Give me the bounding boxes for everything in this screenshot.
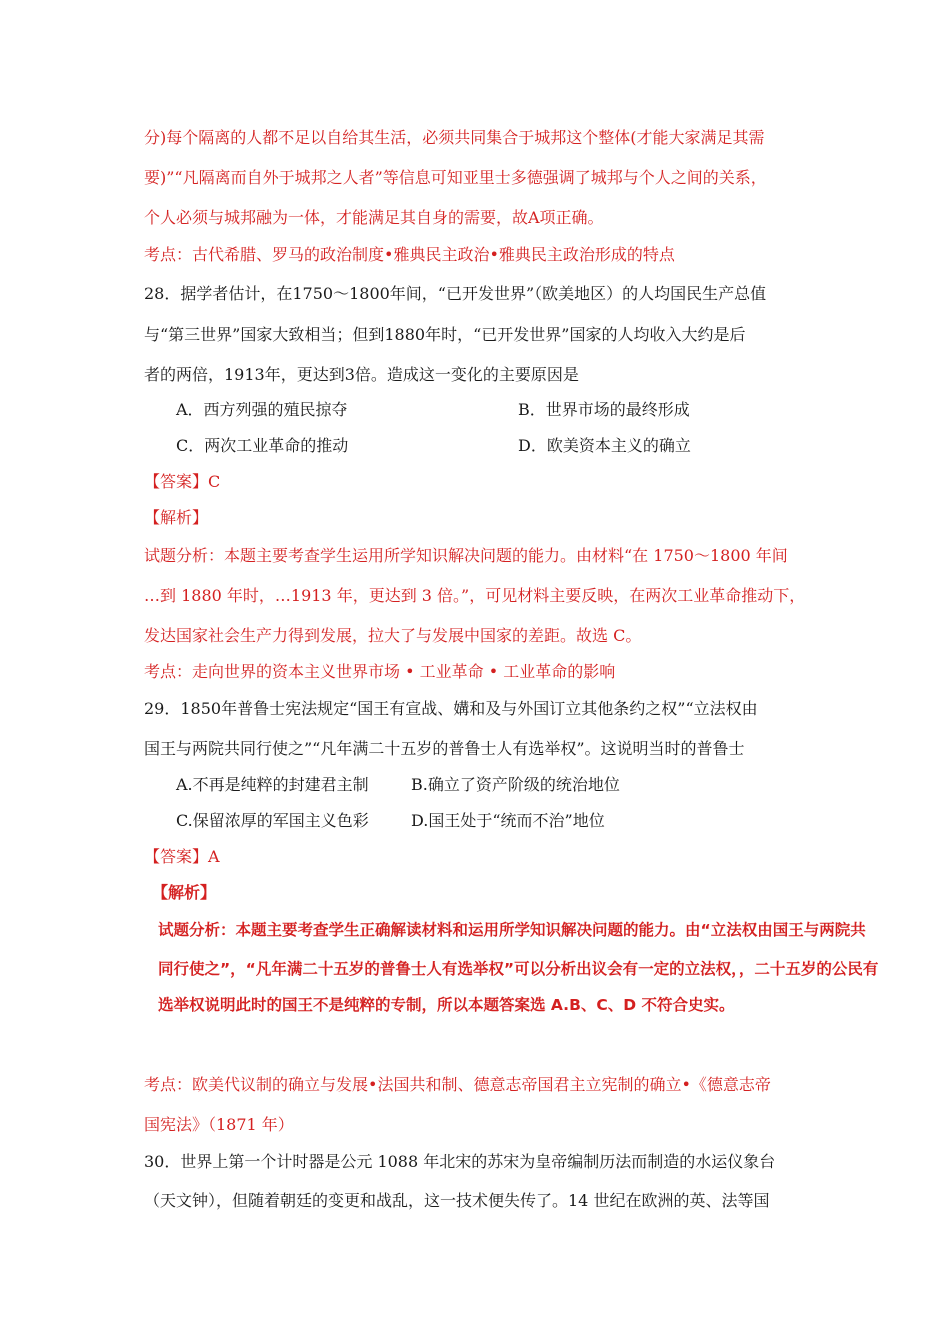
kaodian-line: 国宪法》（1871 年）	[144, 1115, 294, 1134]
kaodian-line: 考点：走向世界的资本主义世界市场 • 工业革命 • 工业革命的影响	[144, 662, 616, 681]
question-30-stem: 30．世界上第一个计时器是公元 1088 年北宋的苏宋为皇帝编制历法而制造的水运仪象台	[144, 1152, 776, 1171]
analysis-line: 发达国家社会生产力得到发展，拉大了与发展中国家的差距。故选 C。	[144, 626, 642, 645]
option-b: B．世界市场的最终形成	[518, 400, 690, 419]
option-d: D．欧美资本主义的确立	[518, 436, 691, 455]
option-a: A．西方列强的殖民掠夺	[176, 400, 348, 419]
kaodian-line: 考点：欧美代议制的确立与发展•法国共和制、德意志帝国君主立宪制的确立•《德意志帝	[144, 1075, 771, 1094]
question-29-stem: 国王与两院共同行使之”“凡年满二十五岁的普鲁士人有选举权”。这说明当时的普鲁士	[144, 739, 745, 758]
answer-tag: 【答案】	[144, 847, 209, 866]
analysis-line: 选举权说明此时的国王不是纯粹的专制，所以本题答案选 A.B、C、D 不符合史实。	[158, 996, 735, 1014]
question-28-stem: 28．据学者估计，在1750～1800年间，“已开发世界”（欧美地区）的人均国民生产总值	[144, 284, 767, 303]
option-d: D.国王处于“统而不治”地位	[411, 811, 605, 830]
analysis-line: …到 1880 年时，…1913 年，更达到 3 倍。”，可见材料主要反映，在两次工业革命推动下，	[144, 586, 806, 605]
kaodian-line: 考点：古代希腊、罗马的政治制度•雅典民主政治•雅典民主政治形成的特点	[144, 245, 675, 264]
question-30-stem: （天文钟），但随着朝廷的变更和战乱，这一技术便失传了。14 世纪在欧洲的英、法等国	[144, 1191, 770, 1210]
option-c: C.保留浓厚的军国主义色彩	[176, 811, 369, 830]
analysis-title: 【解析】	[144, 508, 209, 527]
question-28-stem: 与“第三世界”国家大致相当；但到1880年时，“已开发世界”国家的人均收入大约是后	[144, 325, 746, 344]
answer-label	[144, 847, 220, 867]
analysis-line: 试题分析：本题主要考查学生正确解读材料和运用所学知识解决问题的能力。由“立法权由国王与两院共	[158, 921, 866, 939]
option-b: B.确立了资产阶级的统治地位	[411, 775, 620, 794]
analysis-line: 个人必须与城邦融为一体，才能满足其自身的需要，故A项正确。	[144, 208, 604, 227]
answer-label: 【答案】C	[144, 472, 221, 491]
analysis-line: 要)”“凡隔离而自外于城邦之人者”等信息可知亚里士多德强调了城邦与个人之间的关系，	[144, 168, 767, 187]
option-c: C．两次工业革命的推动	[176, 436, 349, 455]
question-29-stem: 29．1850年普鲁士宪法规定“国王有宣战、媾和及与外国订立其他条约之权”“立法权由	[144, 699, 758, 718]
analysis-line: 分)每个隔离的人都不足以自给其生活，必须共同集合于城邦这个整体(才能大家满足其需	[144, 128, 765, 147]
analysis-title: 【解析】	[152, 883, 217, 902]
answer-value: A	[208, 847, 220, 866]
analysis-line: 试题分析：本题主要考查学生运用所学知识解决问题的能力。由材料“在 1750～1800 年间	[144, 546, 788, 565]
question-28-stem: 者的两倍，1913年，更达到3倍。造成这一变化的主要原因是	[144, 365, 579, 384]
option-a: A.不再是纯粹的封建君主制	[176, 775, 369, 794]
analysis-line: 同行使之”，“凡年满二十五岁的普鲁士人有选举权”可以分析出议会有一定的立法权，，二十五岁的公民有	[158, 960, 879, 978]
